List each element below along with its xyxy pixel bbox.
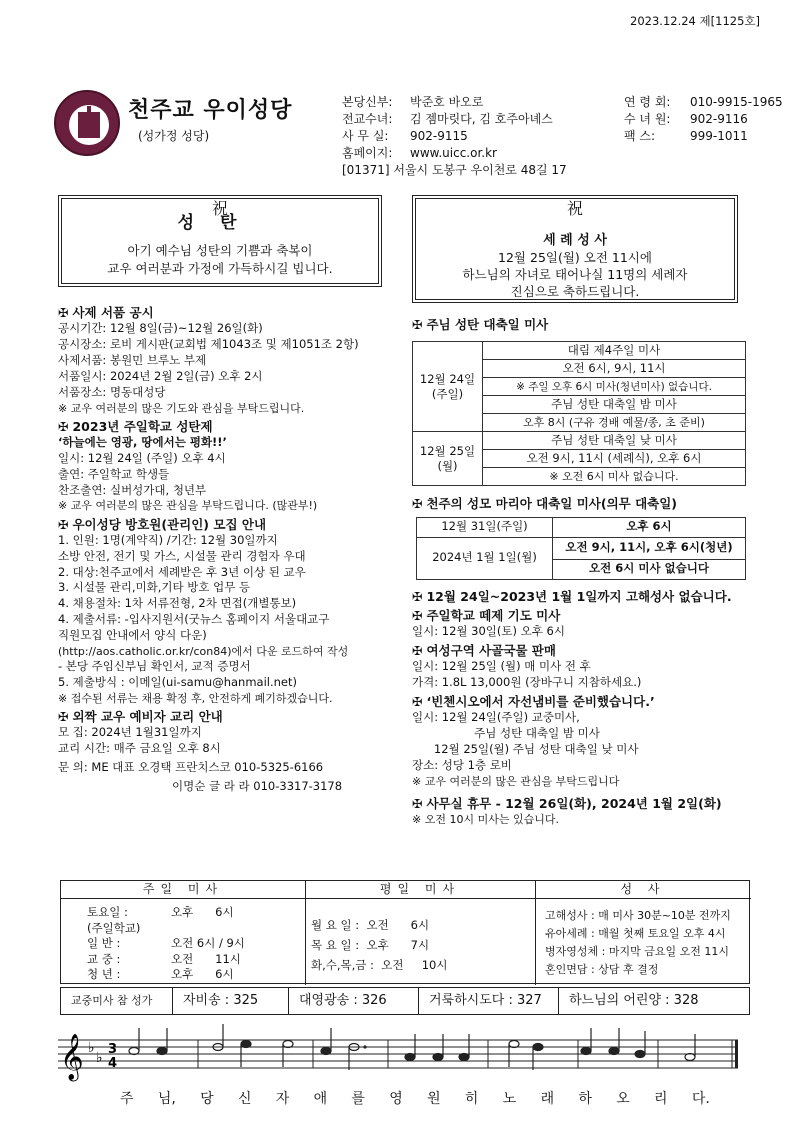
church-subtitle: (성가정 성당) (138, 129, 210, 143)
section-taize: ✠ 주일학교 떼제 기도 미사 (412, 607, 561, 623)
homepage-link[interactable]: www.uicc.or.kr (410, 146, 497, 160)
section-christmas-mass: ✠ 주님 성탄 대축일 미사 (412, 317, 549, 332)
section-catechism: ✠ 외짝 교우 예비자 교리 안내 (58, 708, 223, 724)
hymn-lyrics: 주 님, 당 신 자 애 를 영 원 히 노 래 하 오 리 다. (120, 1091, 710, 1107)
christmas-mass-table: 12월 24일 (주일) 대림 제4주일 미사 오전 6시, 9시, 11시 ※ 주일 오후 6시 미사(청년미사) 없습니다. 주님 성탄 대축일 밤 미사 오후 8시 (구유 경배 예물/종, 초 준비) 12월 25일 (월) 주님 성탄 대축일 낮 미사 오전 9시, 11시 (세례식), 오후 6시 ※ 오전 6시 미사 없습니다. (412, 341, 746, 486)
baptism-box: 祝 세 례 성 사 12월 25일(월) 오전 11시에 하느님의 자녀로 태어나실 11명의 세례자 진심으로 축하드립니다. (412, 195, 738, 303)
recruit-link[interactable]: (http://aos.catholic.or.kr/con84)에서 다운 로드하여 작성 (58, 644, 349, 658)
church-logo (54, 90, 120, 156)
church-name: 천주교 우이성당 (128, 97, 293, 123)
svg-text:♭: ♭ (88, 1040, 95, 1056)
left-column: ✠ 사제 서품 공시 공시기간: 12월 8일(금)~12월 26일(화) 공시장소: 로비 게시판(교회법 제1043조 및 제1051조 2항) 사제서품: 봉원민 브루노 부제 서품일시: 2024년 2월 2일(금) 오후 2시 서품장소: 명동대성당 ※ 교우 여러분의 많은 기도와 관심을 부탁드립니다. ✠ 2023년 주일학교 성탄제 ‘하늘에는 영광, 땅에서는 평화!!’ 일시: 12월 24일 (주일) 오후 4시 출연: 주일학교 학생들 찬조출연: 실버성가대, 청년부 ※ 교우 여러분의 많은 관심을 부탁드립니다. (많관부!) ✠ 우이성당 방호원(관리인) 모집 안내 1. 인원: 1명(계약직) /기간: 12월 30일까지 소방 안전, 전기 및 가스, 시설물 관리 경험자 우대 2. 대상:천주교에서 세례받은 후 3년 이상 된 교우 3. 시설물 관리,미화,기타 방호 업무 등 4. 채용절차: 1차 서류전형, 2차 면접(개별통보) 4. 제출서류: -입사지원서(굿뉴스 홈페이지 서울대교구 직원모집 안내에서 양식 다운) (http://aos.catholic.or.kr/con84)에서 다운 로드하여 작성 - 본당 주임신부님 확인서, 교적 증명서 5. 제출방식 : 이메일(ui-samu@hanmail.net) ※ 접수된 서류는 채용 확정 후, 안전하게 폐기하겠습니다. ✠ 외짝 교우 예비자 교리 안내 모 집: 2024년 1월31일까지 교리 시간: 매주 금요일 오후 8시 문 의: ME 대표 오경택 프란치스코 010-5325-6166 이명순 글 라 라 010-3317-3178 (58, 304, 398, 795)
section-soup-sale: ✠ 여성구역 사골국물 판매 (412, 642, 556, 658)
svg-text:𝄞: 𝄞 (60, 1034, 84, 1080)
christmas-greeting-box: 祝 성탄 아기 예수님 성탄의 기쁨과 축복이 교우 여러분과 가정에 가득하시길 빕니다. (58, 195, 382, 287)
weekday-mass-list: 월 요 일 : 오전 6시 목 요 일 : 오후 7시 화,수,목,금 : 오전 10시 (311, 918, 448, 972)
section-recruitment: ✠ 우이성당 방호원(관리인) 모집 안내 (58, 516, 267, 532)
section-mary-mass: ✠ 천주의 성모 마리아 대축일 미사(의무 대축일) (412, 496, 678, 512)
section-office-closed: ✠ 사무실 휴무 - 12월 26일(화), 2024년 1월 2일(화) (412, 795, 722, 811)
mass-schedule: 주일 미사 평일 미사 성 사 토요일 : 오후 6시 (주일학교) 일 반 : 오전 6시 / 9시 교 중 : 오전 11시 청 년 : 오후 6시 월 요 일 : 오전 6시 목 요 일 : 오후 7시 화,수,목,금 : 오전 10시 고해성사 : 매 미사 30분~10분 전까지 유아세례 : 매월 첫째 토요일 오후 4시 병자영성체 : 마지막 금요일 오전 11시 혼인면담 : 상담 후 결정 (60, 880, 750, 984)
sunday-mass-list: 토요일 : 오후 6시 (주일학교) 일 반 : 오전 6시 / 9시 교 중 : 오전 11시 청 년 : 오후 6시 (87, 905, 245, 981)
issue-number: 2023.12.24 제[1125호] (630, 14, 760, 28)
hymn-bar: 교중미사 참 성가 자비송 : 325 대영광송 : 326 거룩하시도다 : 327 하느님의 어린양 : 328 (60, 987, 750, 1015)
sacrament-list: 고해성사 : 매 미사 30분~10분 전까지 유아세례 : 매월 첫째 토요일 오후 4시 병자영성체 : 마지막 금요일 오전 11시 혼인면담 : 상담 후 결정 (545, 909, 731, 976)
section-sunday-school: ✠ 2023년 주일학교 성탄제 (58, 418, 213, 434)
mary-mass-table: 12월 31일(주일) 오후 6시 2024년 1월 1일(월) 오전 9시, 11시, 오후 6시(청년) 오전 6시 미사 없습니다 (416, 517, 746, 580)
svg-text:3: 3 (108, 1042, 118, 1057)
address: [01371] 서울시 도봉구 우이천로 48길 17 (342, 163, 567, 177)
music-staff (58, 1022, 748, 1086)
right-column: ✠ 주님 성탄 대축일 미사 12월 24일 (주일) 대림 제4주일 미사 오전 6시, 9시, 11시 ※ 주일 오후 6시 미사(청년미사) 없습니다. 주님 성탄 대축일 밤 미사 오후 8시 (구유 경배 예물/종, 초 준비) 12월 25일 (월) 주님 성탄 대축일 낮 미사 오전 9시, 11시 (세례식), 오후 6시 ※ 오전 6시 미사 없습니다. ✠ 천주의 성모 마리아 대축일 미사(의무 대축일) 12월 31일(주일) 오후 6시 2024년 1월 1일(월) 오전 9시, 11시, 오후 6시(청년) 오전 6시 미사 없습니다 ✠ 12월 24일~2023년 1월 1일까지 고해성사 없습니다. ✠ 주일학교 떼제 기도 미사 일시: 12월 30일(토) 오후 6시 ✠ 여성구역 사골국물 판매 일시: 12월 25일 (월) 매 미사 전 후 가격: 1.8L 13,000원 (장바구니 지참하세요.) ✠ ‘빈첸시오에서 자선냄비를 준비했습니다.’ 일시: 12월 24일(주일) 교중미사, 주님 성탄 대축일 밤 미사 12월 25일(월) 주님 성탄 대축일 낮 미사 장소: 성당 1층 로비 ※ 교우 여러분의 많은 관심을 부탁드립니다 ✠ 사무실 휴무 - 12월 26일(화), 2024년 1월 2일(화) ※ 오전 10시 미사는 있습니다. (412, 316, 752, 827)
section-charity-pot: ✠ ‘빈첸시오에서 자선냄비를 준비했습니다.’ (412, 693, 655, 709)
contact-info: 본당신부: 박준호 바오로 연 령 회: 010-9915-1965 전교수녀: 김 젬마릿다, 김 호주아녜스 수 녀 원: 902-9116 사 무 실: 902-9115 팩 스: 999-1011 홈페이지: www.uicc.or.kr [01371] 서울시 도봉구 우이천로 48길 17 (342, 95, 783, 177)
section-ordination: ✠ 사제 서품 공시 (58, 305, 154, 320)
svg-text:♭: ♭ (96, 1050, 103, 1066)
section-confession: ✠ 12월 24일~2023년 1월 1일까지 고해성사 없습니다. (412, 588, 732, 604)
svg-text:4: 4 (108, 1056, 118, 1071)
